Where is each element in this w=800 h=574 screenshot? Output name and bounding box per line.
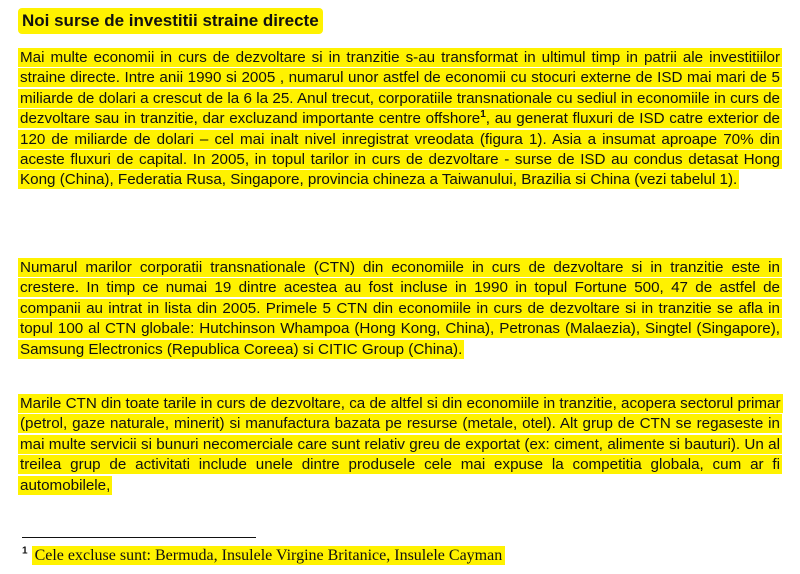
paragraph-2: [18, 258, 782, 360]
footnote-text: Cele excluse sunt: Bermuda, Insulele Virgine Britanice, Insulele Cayman: [32, 546, 506, 565]
footnote-separator: [22, 537, 256, 538]
paragraph-1-text-end: , au generat fluxuri de ISD catre exterior de 120 de miliarde de dolari – cel mai inalt nivel inregistrat vreodata (figura 1). Asia a insumat aproape 70% din aceste fluxuri de capital. In 2005, in topul tarilor in curs de dezvoltare - surse de ISD au condus detasat Hong Kong (China), Federatia Rusa, Singapore, provincia chineza a Taiwanului, Brazilia si China (vezi tabelul 1).: [20, 110, 780, 189]
paragraph-3: [18, 394, 782, 496]
paragraph-1-text-start: Mai multe economii in curs de dezvoltare si in tranzitie s-au transformat in ultimul timp in patrii ale investitiilor straine directe. Intre anii 1990 si 2005 , numarul unor astfel de economii cu stocuri externe de ISD mai mari de 5 miliarde de dolari a crescut de la 6 la 25. Anul trecut, corporatiile transnationale cu sediul in economiile in curs de dezvoltare sau in tranzitie, dar excluzand importante centre offshore: [20, 49, 780, 128]
paragraph-1: [18, 48, 782, 191]
section-heading: Noi surse de investitii straine directe: [18, 8, 323, 34]
paragraph-2-text: Numarul marilor corporatii transnationale (CTN) din economiile in curs de dezvoltare si in tranzitie este in crestere. In timp ce numai 19 dintre acestea au fost incluse in 1990 in topul Fortune 500, 47 de astfel de companii au intrat in lista din 2005. Primele 5 CTN din economiile in curs de dezvoltare si in tranzitie se afla in topul 100 al CTN globale: Hutchinson Whampoa (Hong Kong, China), Petronas (Malaezia), Singtel (Singapore), Samsung Electronics (Republica Coreea) si CITIC Group (China).: [20, 259, 780, 358]
paragraph-3-text: Marile CTN din toate tarile in curs de dezvoltare, ca de altfel si din economiile in tranzitie, acopera sectorul primar (petrol, gaze naturale, minerit) si manufactura bazata pe resurse (metale, otel). Alt grup de CTN se regaseste in mai multe servicii si bunuri necomerciale care sunt relativ greu de exportat (ex: ciment, alimente si bauturi). Un al treilea grup de activitati include unele dintre produsele cele mai expuse la competitia globala, cum ar fi automobilele,: [20, 395, 781, 494]
paragraph-1-text: [18, 48, 782, 189]
footnote-reference[interactable]: 1: [480, 109, 486, 121]
footnote-marker: 1: [22, 545, 28, 557]
footnote: [22, 546, 505, 566]
